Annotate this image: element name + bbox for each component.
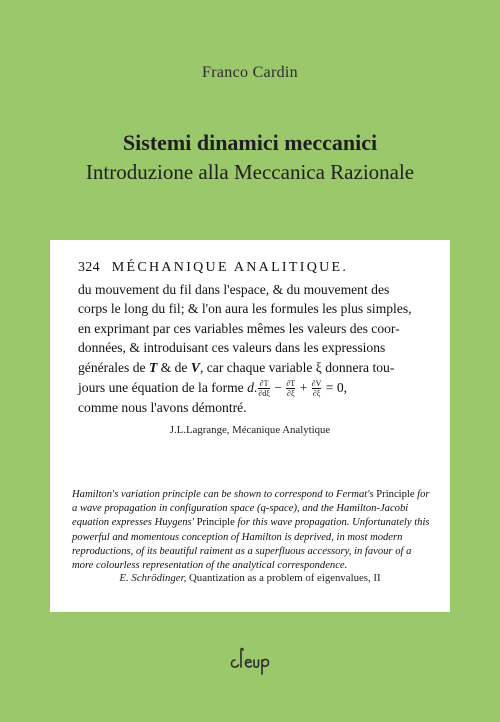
- excerpt-line-6-text: jours une équation de la forme: [78, 379, 248, 395]
- schrodinger-quote: [72, 488, 430, 573]
- symbol-V: V: [190, 359, 200, 375]
- fraction-1-denominator: ∂dξ: [258, 388, 270, 398]
- schrodinger-attribution: [50, 572, 450, 584]
- quote-panel: [50, 240, 450, 612]
- fraction-1-numerator: ∂T: [259, 378, 269, 388]
- excerpt-heading: [78, 258, 428, 278]
- fraction-2: [286, 379, 295, 398]
- fraction-1: [258, 379, 270, 398]
- excerpt-page-number: 324: [78, 260, 100, 275]
- author-name: Franco Cardin: [202, 64, 298, 81]
- excerpt-line-6: jours une équation de la forme d. $\frac{\partial T}{\partial d\xi}$ − $\frac{\partial T}{\partial\xi}$ + $\frac{\partial V}{\partial\xi}$ = 0,: [78, 378, 348, 398]
- fraction-2-denominator: ∂ξ: [286, 388, 295, 398]
- excerpt-line-5-text-a: générales de: [78, 359, 149, 375]
- fraction-3-denominator: ∂ξ: [312, 388, 321, 398]
- excerpt-line-5: [78, 358, 428, 378]
- excerpt-line-2: corps le long du fil; & l'on aura les formules les plus simples,: [78, 301, 412, 317]
- operator-minus: −: [270, 379, 286, 395]
- excerpt-line-7: comme nous l'avons démontré.: [78, 399, 247, 415]
- excerpt-line-3: en exprimant par ces variables mêmes les valeurs des coor-: [78, 320, 400, 336]
- fraction-3-numerator: ∂V: [311, 378, 322, 388]
- book-subtitle: Introduzione alla Meccanica Razionale: [85, 160, 415, 184]
- excerpt-line-5-text-b: & de: [157, 359, 191, 375]
- attribution-author: E. Schrödinger,: [119, 572, 187, 584]
- equals-zero: = 0,: [322, 379, 348, 395]
- quote-part-2: for a wave propagation in configuration space (q-space), and the Hamilton-Jacobi equation expresses Huygens': [72, 489, 430, 529]
- quote-part-3: for this wave propagation. Unfortunately this powerful and momentous conception of Hamilton is deprived, in most modern reproductions, of its beautiful raiment as a superfluous accessory, in favour of a more colourless representation of the analytical correspondence.: [72, 517, 430, 572]
- lagrange-attribution: J.L.Lagrange, Mécanique Analytique: [169, 424, 331, 436]
- attribution-work: Quantization as a problem of eigenvalues, II: [189, 572, 381, 584]
- excerpt-line-5-text-c: , car chaque variable ξ donnera tou-: [199, 359, 395, 375]
- symbol-T: T: [148, 359, 158, 375]
- symbol-d: d: [247, 379, 254, 395]
- excerpt-title: MÉCHANIQUE ANALITIQUE.: [111, 260, 349, 275]
- quote-part-1: Hamilton's variation principle can be shown to correspond to Fermat's: [72, 489, 377, 500]
- book-title: Sistemi dinamici meccanici: [122, 130, 378, 155]
- operator-plus: +: [296, 379, 311, 395]
- fraction-3: [312, 379, 322, 398]
- excerpt-line-1: du mouvement du fil dans l'espace, & du mouvement des: [78, 281, 390, 297]
- excerpt-line-4: données, & introduisant ces valeurs dans les expressions: [78, 340, 386, 356]
- lagrange-excerpt: [78, 258, 428, 418]
- quote-principle-1: Principle: [376, 489, 415, 500]
- quote-principle-2: Principle: [196, 517, 235, 529]
- fraction-2-numerator: ∂T: [286, 378, 296, 388]
- publisher-logo: [226, 640, 276, 676]
